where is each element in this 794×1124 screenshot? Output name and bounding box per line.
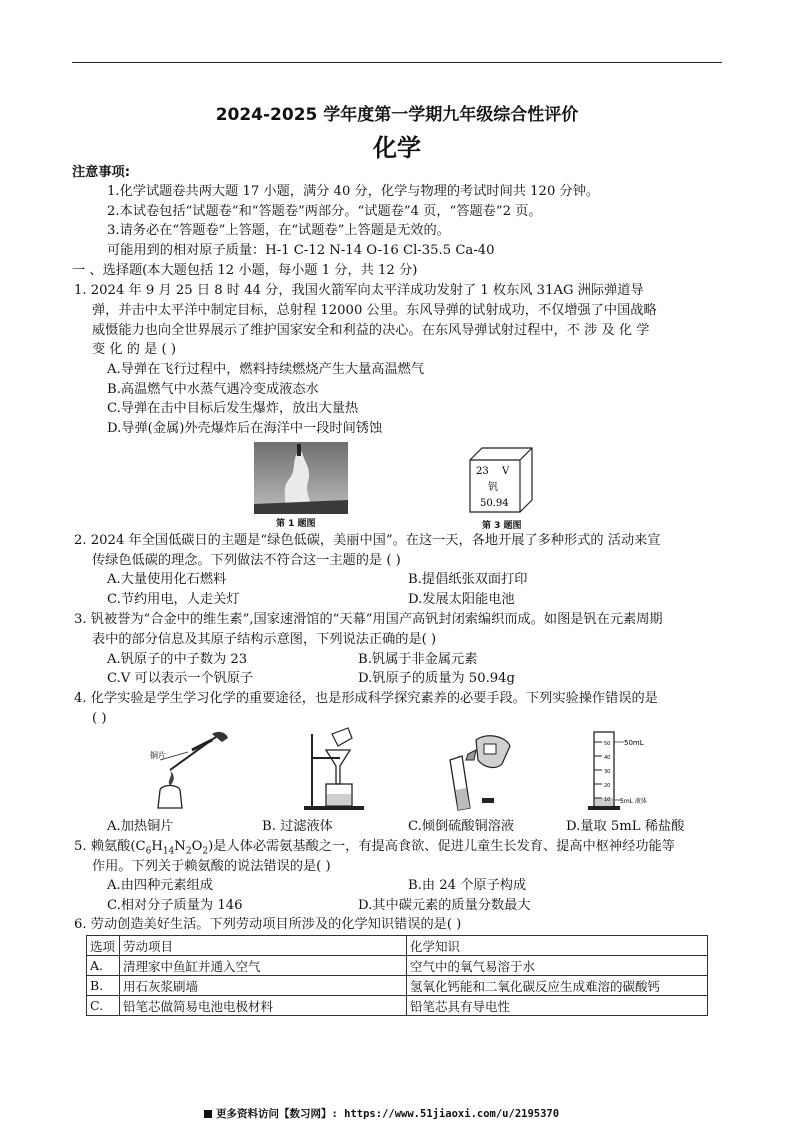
table-row: C. 铅笔芯做简易电池电极材料 铅笔芯具有导电性 <box>87 996 708 1016</box>
svg-text:30: 30 <box>604 769 611 775</box>
vanadium-element-card <box>466 444 536 530</box>
q5-line: 5. 赖氨酸$(C_6H_{14}N_2O_2)$是人体必需氨基酸之一，有提高食欲、促进儿童生长发育、提高中枢神经功能等 <box>74 839 675 857</box>
cylinder-bottom-label: 5mL 液体 <box>620 798 647 805</box>
q5-line: 作用。下列关于赖氨酸的说法错误的是( ) <box>92 859 331 874</box>
svg-text:10: 10 <box>604 797 611 803</box>
q4-option-a: A.加热铜片 <box>107 819 174 834</box>
q2-option-a: A.大量使用化石燃料 <box>107 572 227 587</box>
svg-text:20: 20 <box>604 783 611 789</box>
cylinder-top-label: 50mL <box>624 739 644 747</box>
figure-3-caption: 第 3 题图 <box>482 521 522 531</box>
q5-option-c: C.相对分子质量为 146 <box>107 898 243 913</box>
q4-line: ( ) <box>92 711 107 726</box>
q1-line: 威慑能力也向全世界展示了维护国家安全和利益的决心。在东风导弹试射过程中，不 涉 及 化 学 <box>92 323 650 338</box>
q1-option-d: D.导弹(金属)外壳爆炸后在海洋中一段时间锈蚀 <box>107 421 383 436</box>
q2-line: 传绿色低碳的理念。下列做法不符合这一主题的是 ( ) <box>92 553 401 568</box>
top-rule <box>72 62 722 63</box>
svg-text:50: 50 <box>604 741 611 747</box>
figure-1-caption: 第 1 题图 <box>276 519 316 529</box>
q1-line: 弹，并击中太平洋中制定目标，总射程 12000 公里。东风导弹的试射成功，不仅增强了中国战略 <box>92 303 657 318</box>
subject-title: 化学 <box>373 134 421 162</box>
q4-line: 4. 化学实验是学生学习化学的重要途径，也是形成科学探究素养的必要手段。下列实验操作错误的是 <box>74 691 658 706</box>
q1-option-c: C.导弹在击中目标后发生爆炸，放出大量热 <box>107 401 359 416</box>
q2-line: 2. 2024 年全国低碳日的主题是“绿色低碳，美丽中国”。在这一天，各地开展了多种形式的 活动来宣 <box>74 533 661 548</box>
element-symbol: V <box>502 466 510 477</box>
q3-option-d: D.钒原子的质量为 50.94g <box>358 671 515 686</box>
element-mass: 50.94 <box>480 498 509 509</box>
q1-option-a: A.导弹在飞行过程中，燃料持续燃烧产生大量高温燃气 <box>107 362 425 377</box>
q1-option-b: B.高温燃气中水蒸气遇冷变成液态水 <box>107 382 319 397</box>
q6-line: 6. 劳动创造美好生活。下列劳动项目所涉及的化学知识错误的是( ) <box>74 917 462 932</box>
q3-line: 表中的部分信息及其原子结构示意图，下列说法正确的是( ) <box>92 632 437 647</box>
flag-icon <box>204 1110 212 1118</box>
table-row: B. 用石灰浆刷墙 氢氧化钙能和二氧化碳反应生成难溶的碳酸钙 <box>87 976 708 996</box>
q3-option-a: A.钒原子的中子数为 23 <box>107 652 248 667</box>
table-header-row: 选项 劳动项目 化学知识 <box>87 936 708 956</box>
section-heading: 一 、选择题(本大题包括 12 小题，每小题 1 分，共 12 分) <box>72 263 418 278</box>
table-row: A. 清理家中鱼缸并通入空气 空气中的氧气易溶于水 <box>87 956 708 976</box>
notes-heading: 注意事项: <box>72 165 131 180</box>
heating-copper-apparatus <box>140 726 240 812</box>
svg-text:40: 40 <box>604 755 611 761</box>
q4-option-d: D.量取 5mL 稀盐酸 <box>566 819 685 834</box>
q5-option-d: D.其中碳元素的质量分数最大 <box>358 898 531 913</box>
q1-line: 变 化 的 是 ( ) <box>92 342 176 357</box>
q1-line: 1. 2024 年 9 月 25 日 8 时 44 分，我国火箭军向太平洋成功发射了 1 枚东风 31AG 洲际弹道导 <box>74 283 644 298</box>
q4-option-b: B. 过滤液体 <box>262 819 333 834</box>
footer-link[interactable]: 更多资料访问【数习网】: https://www.51jiaoxi.com/u/2195370 <box>204 1106 559 1121</box>
note-item: 1.化学试题卷共两大题 17 小题，满分 40 分，化学与物理的考试时间共 120 分钟。 <box>107 184 600 199</box>
element-name: 钒 <box>488 482 498 493</box>
atomic-masses: 可能用到的相对原子质量：H-1 C-12 N-14 O-16 Cl-35.5 Ca-40 <box>107 243 495 258</box>
copper-label: 铜片 <box>150 751 166 760</box>
measuring-cylinder <box>580 726 660 812</box>
missile-launch-photo <box>254 442 348 528</box>
note-item: 3.请务必在“答题卷”上答题，在“试题卷”上答题是无效的。 <box>107 223 450 238</box>
element-number: 23 <box>476 466 489 477</box>
q3-line: 3. 钒被誉为“合金中的维生素”,国家速滑馆的“天幕”用国产高钒封闭索编织而成。如图是钒在元素周期 <box>74 612 663 627</box>
exam-title: 2024-2025 学年度第一学期九年级综合性评价 <box>215 105 579 125</box>
q3-option-c: C.V 可以表示一个钒原子 <box>107 671 254 686</box>
q2-option-b: B.提倡纸张双面打印 <box>408 572 528 587</box>
note-item: 2.本试卷包括“试题卷”和“答题卷”两部分。“试题卷”4 页，“答题卷”2 页。 <box>107 204 542 219</box>
q3-option-b: B.钒属于非金属元素 <box>358 652 478 667</box>
q6-table <box>86 935 708 1016</box>
q2-option-d: D.发展太阳能电池 <box>408 592 515 607</box>
pouring-solution-apparatus <box>426 730 518 812</box>
q5-option-a: A.由四种元素组成 <box>107 878 214 893</box>
q2-option-c: C.节约用电，人走关灯 <box>107 592 240 607</box>
q5-option-b: B.由 24 个原子构成 <box>408 878 527 893</box>
filtration-apparatus <box>296 724 376 812</box>
q4-option-c: C.倾倒硫酸铜溶液 <box>408 819 515 834</box>
